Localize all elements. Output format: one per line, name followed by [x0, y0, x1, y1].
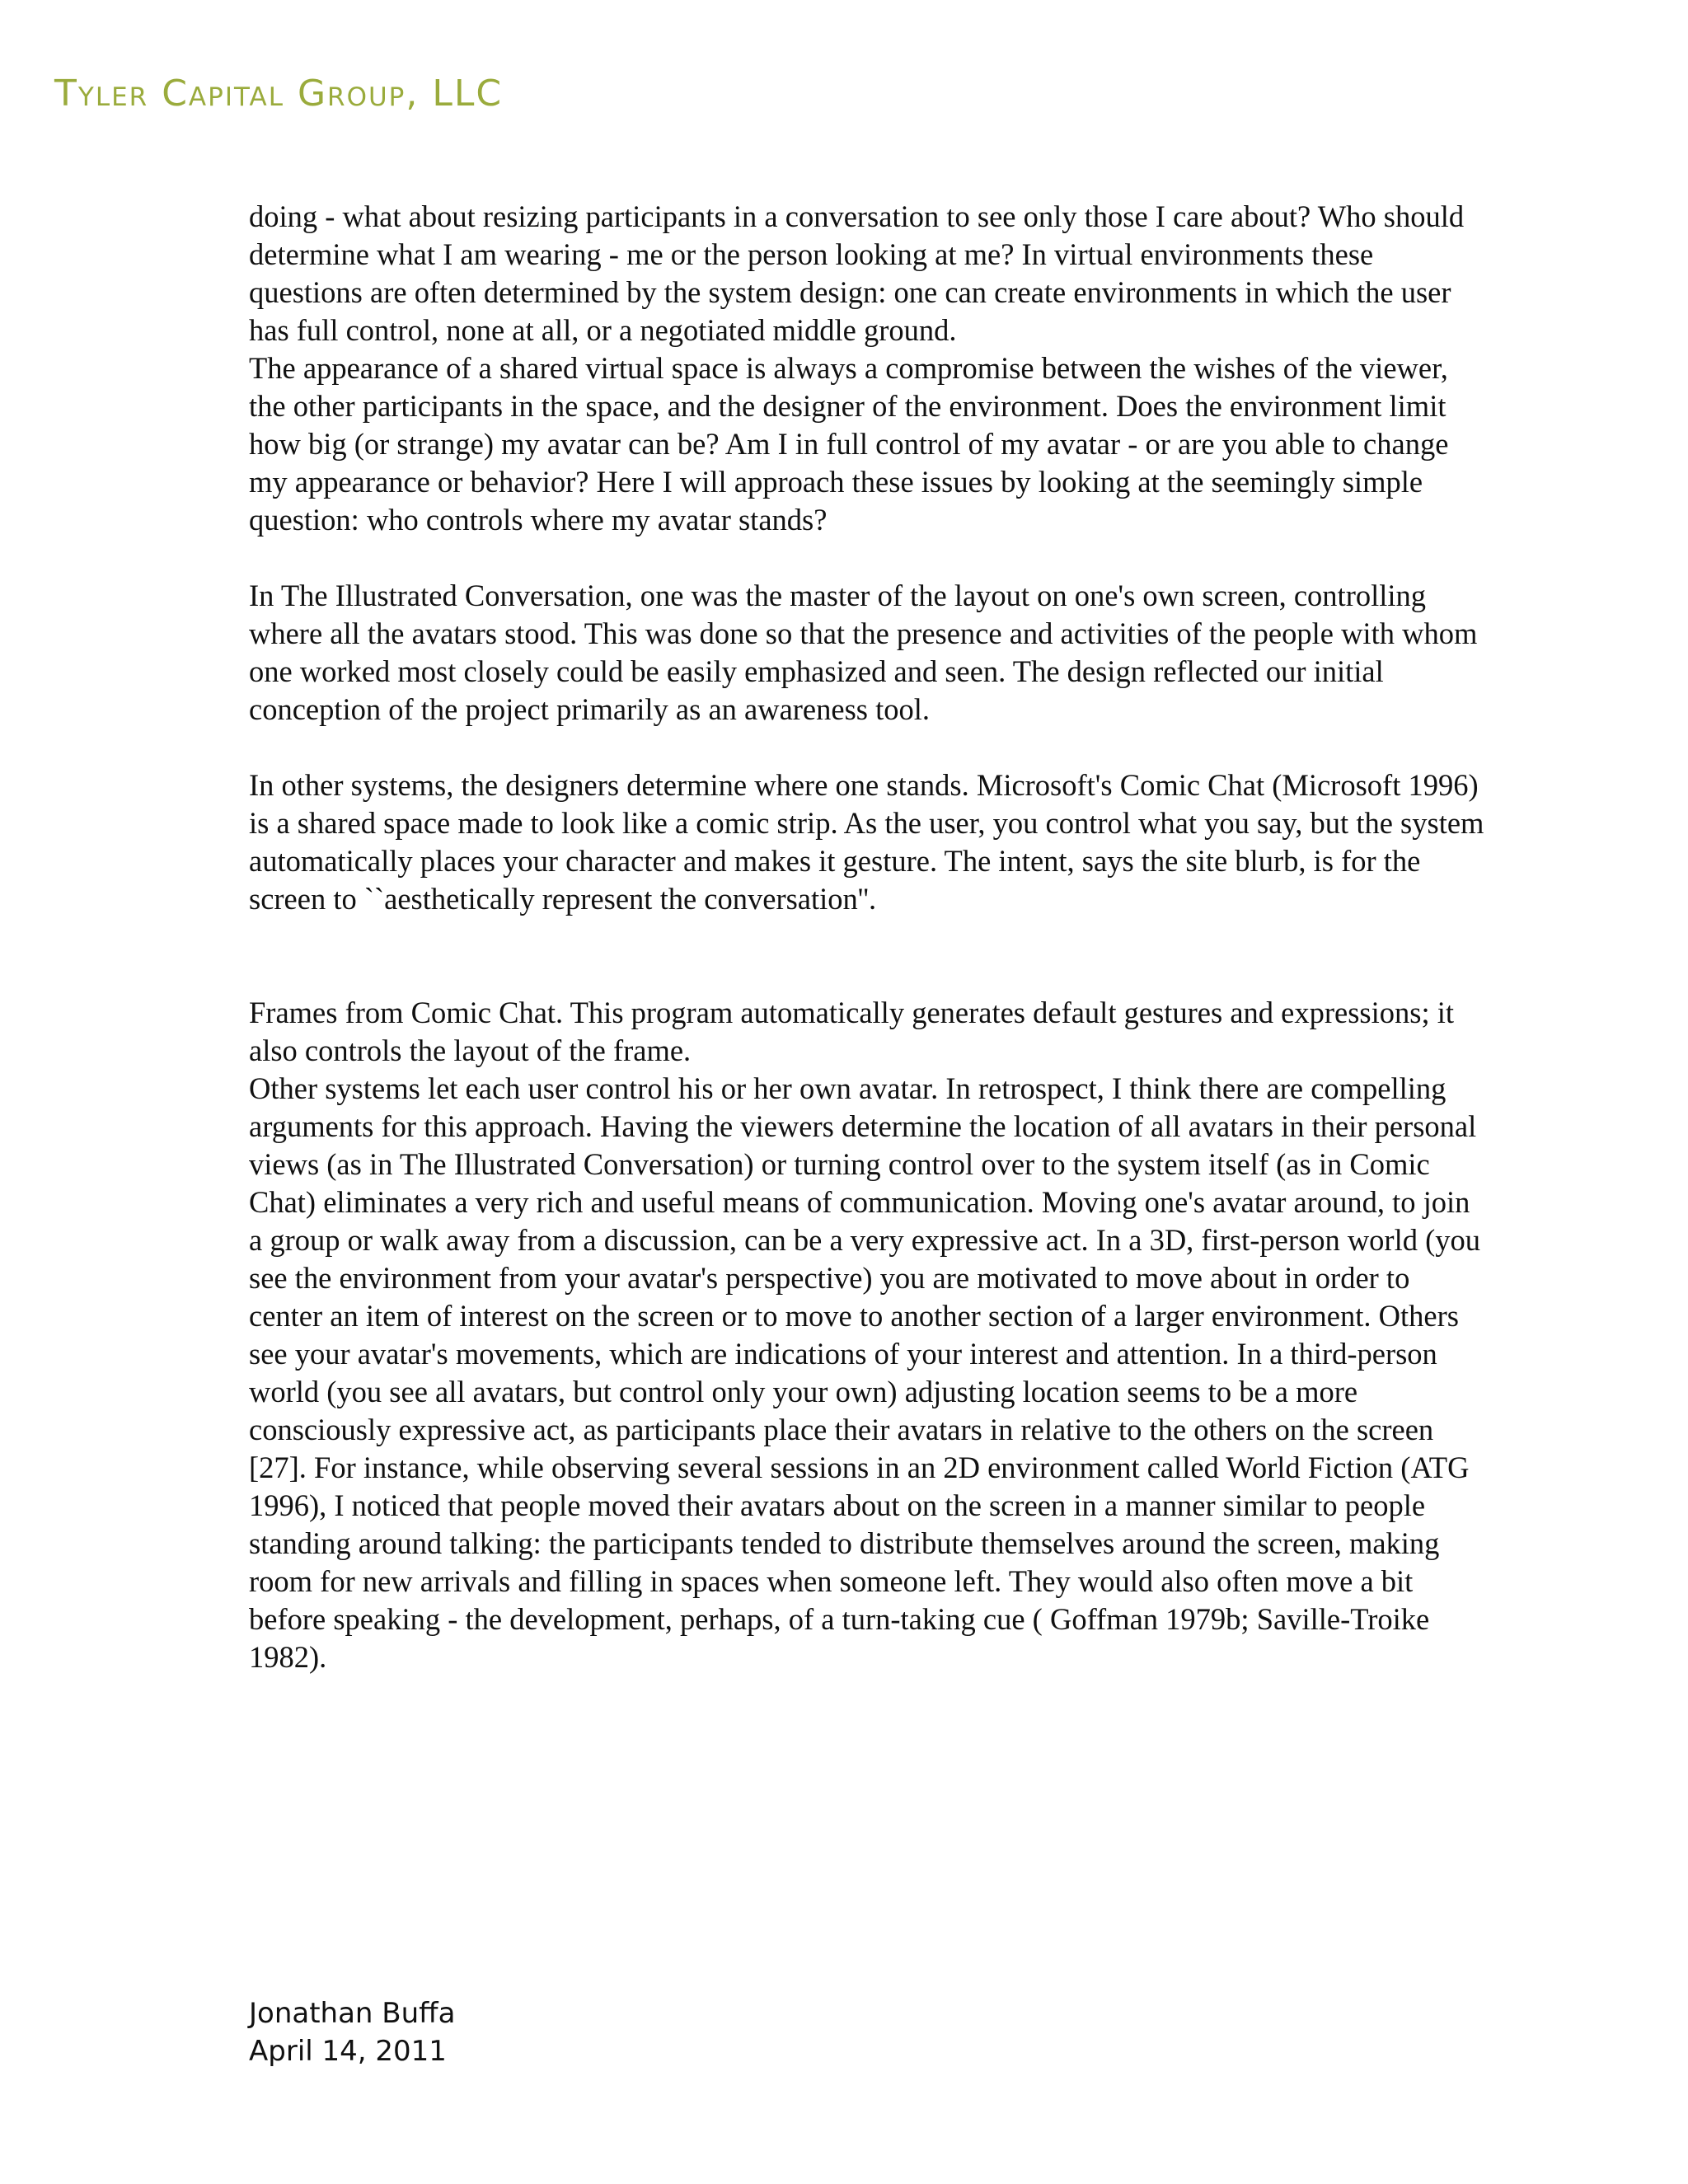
signature-name: Jonathan Buffa	[249, 1997, 456, 2030]
paragraph-spacer	[249, 729, 1485, 766]
paragraph-4: In other systems, the designers determine where one stands. Microsoft's Comic Chat (Microsoft 1996) is a shared space made to look like a comic strip. As the user, you control what you say, but the system automatically places your character and makes it gesture. The intent, says the site blurb, is for the screen to ``aesthetically represent the conversation''.	[249, 768, 1484, 916]
paragraph-2: The appearance of a shared virtual space is always a compromise between the wishes of the viewer, the other participants in the space, and the designer of the environment. Does the environment limit how big (or strange) my avatar can be? Am I in full control of my avatar - or are you able to change my appearance or behavior? Here I will approach these issues by looking at the seemingly simple question: who controls where my avatar stands?	[249, 351, 1449, 537]
company-letterhead: Tyler Capital Group, LLC	[54, 73, 504, 115]
figure-caption: Frames from Comic Chat. This program automatically generates default gestures and expressions; it also controls the layout of the frame.	[249, 996, 1454, 1067]
document-body	[249, 198, 1485, 1676]
paragraph-3: In The Illustrated Conversation, one was the master of the layout on one's own screen, controlling where all the avatars stood. This was done so that the presence and activities of the people with whom one worked most closely could be easily emphasized and seen. The design reflected our initial conception of the project primarily as an awareness tool.	[249, 579, 1478, 726]
paragraph-spacer	[249, 539, 1485, 577]
figure-spacer	[249, 918, 1485, 994]
signature-date: April 14, 2011	[249, 2035, 447, 2068]
signature-block	[249, 1994, 455, 2070]
paragraph-6: Other systems let each user control his or her own avatar. In retrospect, I think there are compelling arguments for this approach. Having the viewers determine the location of all avatars in their personal views (as in The Illustrated Conversation) or turning control over to the system itself (as in Comic Chat) eliminates a very rich and useful means of communication. Moving one's avatar around, to join a group or walk away from a discussion, can be a very expressive act. In a 3D, first-person world (you see the environment from your avatar's perspective) you are motivated to move about in order to center an item of interest on the screen or to move to another section of a larger environment. Others see your avatar's movements, which are indications of your interest and attention. In a third-person world (you see all avatars, but control only your own) adjusting location seems to be a more consciously expressive act, as participants place their avatars in relative to the others on the screen [27]. For instance, while observing several sessions in an 2D environment called World Fiction (ATG 1996), I noticed that people moved their avatars about on the screen in a manner similar to people standing around talking: the participants tended to distribute themselves around the screen, making room for new arrivals and filling in spaces when someone left. They would also often move a bit before speaking - the development, perhaps, of a turn-taking cue ( Goffman 1979b; Saville-Troike 1982).	[249, 1071, 1481, 1674]
paragraph-1: doing - what about resizing participants in a conversation to see only those I care about? Who should determine what I am wearing - me or the person looking at me? In virtual environments these questions are often determined by the system design: one can create environments in which the user has full control, none at all, or a negotiated middle ground.	[249, 199, 1465, 347]
